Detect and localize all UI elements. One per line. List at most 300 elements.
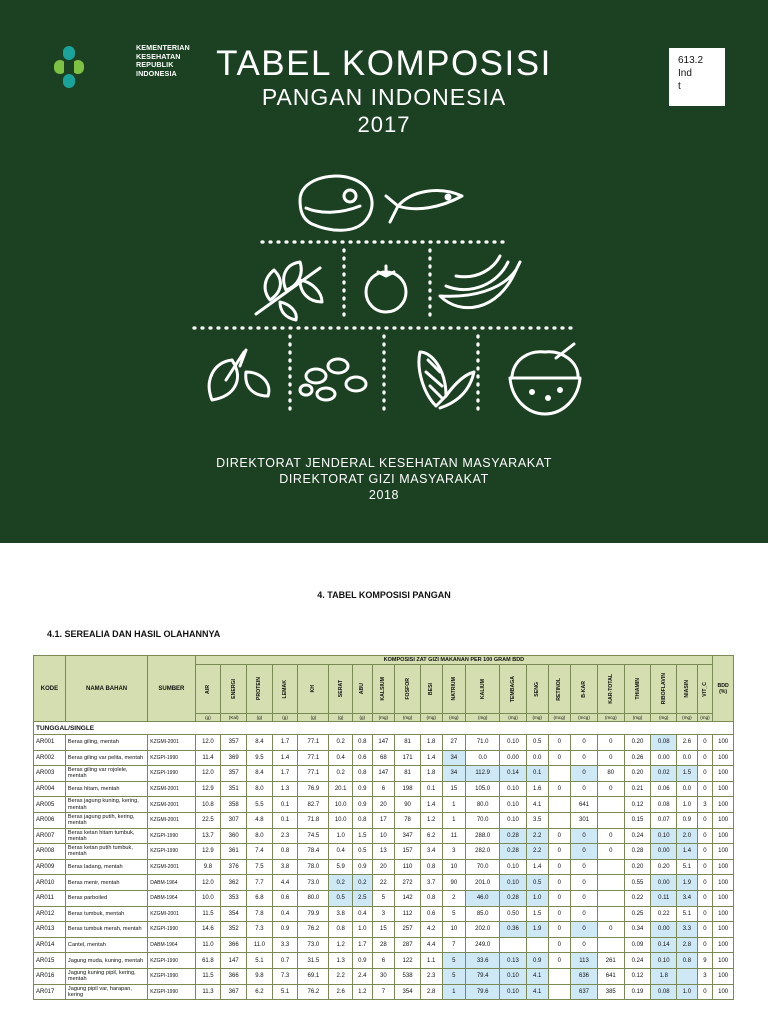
nutrient-value: 2.6: [677, 735, 698, 751]
fish-icon: [386, 191, 462, 222]
nutrient-value: 0.08: [651, 984, 677, 1000]
nutrient-value: 0.8: [677, 953, 698, 969]
data-source: DABM-1964: [148, 937, 195, 953]
nutrient-value: 2: [442, 890, 466, 906]
data-source: KZGPI-1990: [148, 828, 195, 844]
nutrient-value: 1.2: [420, 812, 442, 828]
food-code: AR014: [34, 937, 66, 953]
nutrient-value: 122: [395, 953, 421, 969]
nutrient-value: 0.50: [500, 906, 527, 922]
table-row: [34, 922, 734, 938]
nutrient-value: 100: [713, 766, 734, 782]
nutrient-value: 1.4: [272, 750, 298, 766]
nutrient-value: 366: [221, 968, 247, 984]
nutrient-value: [597, 797, 624, 813]
nutrient-value: 100: [713, 922, 734, 938]
nutrient-value: 8.0: [247, 781, 273, 797]
nutrient-value: 76.2: [298, 922, 329, 938]
nutrient-header: [500, 665, 527, 714]
nutrient-value: 0.08: [651, 735, 677, 751]
nutrient-header: [298, 665, 329, 714]
nutrient-header: [651, 665, 677, 714]
nutrient-value: 6.2: [247, 984, 273, 1000]
nutrient-value: 34: [442, 766, 466, 782]
nutrient-value: 0: [697, 875, 713, 891]
composition-header: KOMPOSISI ZAT GIZI MAKANAN PER 100 GRAM BDD: [195, 656, 713, 665]
nutrient-value: 0.5: [353, 844, 373, 860]
nutrient-header-label: FOSFOR: [404, 678, 411, 700]
food-name: Beras tumbuk merah, mentah: [65, 922, 147, 938]
nutrient-value: 1.8: [651, 968, 677, 984]
nutrient-value: 3.5: [526, 812, 548, 828]
data-source: KZGPI-1990: [148, 844, 195, 860]
nutrient-value: 538: [395, 968, 421, 984]
nutrient-value: 3: [697, 968, 713, 984]
nutrient-value: 82.7: [298, 797, 329, 813]
nutrient-header: [329, 665, 353, 714]
nutrient-header-label: VIT_C: [701, 681, 708, 697]
banana-icon: [440, 256, 520, 308]
nutrient-value: 0: [571, 859, 598, 875]
nutrient-header-label: RETINOL: [556, 677, 563, 701]
nutrient-value: 100: [713, 890, 734, 906]
nutrient-value: 7.5: [247, 859, 273, 875]
nutrient-value: 112.9: [466, 766, 500, 782]
nutrient-value: 0.11: [651, 890, 677, 906]
nutrient-value: 2.8: [677, 937, 698, 953]
tomato-icon: [366, 266, 406, 312]
call-number-line: 613.2: [678, 55, 704, 66]
nutrient-value: 0.2: [329, 735, 353, 751]
data-source: KZGMI-2001: [148, 797, 195, 813]
food-name: Beras jagung putih, kering, mentah: [65, 812, 147, 828]
table-row: [34, 968, 734, 984]
call-number-label: [669, 48, 725, 106]
food-name: Jagung kuning pipil, kering, mentah: [65, 968, 147, 984]
nutrient-value: 0.34: [624, 922, 651, 938]
nutrient-value: 0.10: [500, 984, 527, 1000]
ministry-name-line: INDONESIA: [136, 68, 177, 78]
nutrient-value: 100: [713, 781, 734, 797]
unit-cell: (mg): [466, 714, 500, 722]
unit-cell: (g): [353, 714, 373, 722]
directorate: DIREKTORAT GIZI MASYARAKAT: [279, 472, 489, 486]
table-row: [34, 953, 734, 969]
nutrient-value: 61.8: [195, 953, 221, 969]
nutrient-header-label: KH: [310, 685, 317, 693]
nutrient-header-label: LEMAK: [282, 679, 289, 699]
nutrient-value: 0: [697, 844, 713, 860]
nutrient-value: 31.5: [298, 953, 329, 969]
nutrient-value: 5.1: [677, 859, 698, 875]
nutrient-value: 0.8: [420, 859, 442, 875]
nutrient-value: 0: [548, 922, 571, 938]
nutrient-value: [597, 906, 624, 922]
data-source: KZGPI-1990: [148, 750, 195, 766]
nutrient-value: 76.9: [298, 781, 329, 797]
nutrient-value: 90: [442, 875, 466, 891]
nutrient-value: 100: [713, 812, 734, 828]
nutrient-value: 0.28: [500, 828, 527, 844]
nutrient-header: [442, 665, 466, 714]
nutrient-value: 0: [697, 922, 713, 938]
nutrient-header-label: NATRIUM: [450, 677, 457, 701]
nutrient-value: 100: [713, 937, 734, 953]
table-row: [34, 875, 734, 891]
nutrient-value: 3: [442, 844, 466, 860]
nutrient-value: [548, 968, 571, 984]
nutrient-value: 2.2: [526, 844, 548, 860]
nutrient-value: 4.1: [526, 797, 548, 813]
nutrient-value: 0.5: [526, 735, 548, 751]
nutrient-value: 11: [442, 828, 466, 844]
table-row: [34, 844, 734, 860]
food-name: Cantel, mentah: [65, 937, 147, 953]
nutrient-value: 76.2: [298, 984, 329, 1000]
nutrient-value: 80.0: [298, 890, 329, 906]
nutrient-value: 0: [697, 781, 713, 797]
nutrient-value: 0.0: [466, 750, 500, 766]
food-name: Beras hitam, mentah: [65, 781, 147, 797]
call-number-line: t: [678, 81, 681, 92]
nutrient-value: 0.24: [624, 953, 651, 969]
nutrient-value: 1.8: [420, 766, 442, 782]
unit-cell: (mcg): [571, 714, 598, 722]
nutrient-value: 71.8: [298, 812, 329, 828]
nutrient-value: 0.6: [420, 906, 442, 922]
nutrient-value: 2.6: [329, 984, 353, 1000]
nutrient-value: 0.00: [651, 875, 677, 891]
nutrient-value: 641: [571, 797, 598, 813]
section-title: 4. TABEL KOMPOSISI PANGAN: [317, 590, 451, 600]
nutrient-value: 0.4: [329, 750, 353, 766]
nutrient-value: 0: [697, 859, 713, 875]
nutrient-value: [677, 968, 698, 984]
nutrient-header: [677, 665, 698, 714]
unit-cell: (mg): [500, 714, 527, 722]
data-source: KZGMI-2001: [148, 781, 195, 797]
data-source: KZGPI-1990: [148, 766, 195, 782]
nutrient-value: 0.10: [500, 735, 527, 751]
nutrient-value: 6: [372, 781, 395, 797]
nutrient-value: 0: [697, 906, 713, 922]
nutrient-value: 0.6: [353, 750, 373, 766]
nutrient-value: 70.0: [466, 859, 500, 875]
cover-subtitle: PANGAN INDONESIA: [261, 84, 507, 110]
food-name: Beras giling var rojolele, mentah: [65, 766, 147, 782]
nutrient-value: 20.1: [329, 781, 353, 797]
nutrient-value: 12.9: [195, 781, 221, 797]
food-code: AR012: [34, 906, 66, 922]
nutrient-value: 201.0: [466, 875, 500, 891]
nutrient-value: 0.10: [500, 859, 527, 875]
table-row: [34, 735, 734, 751]
data-source: KZGMI-2001: [148, 859, 195, 875]
nutrient-value: 376: [221, 859, 247, 875]
nutrient-header: [221, 665, 247, 714]
nutrient-value: 12.9: [195, 844, 221, 860]
nutrient-value: 0.06: [651, 781, 677, 797]
nutrient-value: 2.2: [329, 968, 353, 984]
nutrient-value: 0: [571, 844, 598, 860]
nutrient-value: 10: [442, 922, 466, 938]
nutrient-value: 288.0: [466, 828, 500, 844]
nutrient-header-label: NIASIN: [683, 680, 690, 698]
nutrient-value: 100: [713, 735, 734, 751]
nutrient-value: 73.0: [298, 875, 329, 891]
nutrient-value: 198: [395, 781, 421, 797]
nutrient-value: 11.4: [195, 750, 221, 766]
nutrient-value: 10.8: [195, 797, 221, 813]
nutrient-value: 0.8: [353, 766, 373, 782]
nutrient-value: 0: [697, 890, 713, 906]
nutrient-value: 1.8: [420, 735, 442, 751]
nutrient-value: 0.20: [624, 735, 651, 751]
nutrient-value: 0: [697, 750, 713, 766]
nutrient-value: 11.5: [195, 906, 221, 922]
nutrient-value: 100: [713, 953, 734, 969]
data-source: DABM-1964: [148, 890, 195, 906]
unit-cell: (mg): [651, 714, 677, 722]
nutrient-value: 1.3: [272, 781, 298, 797]
nutrient-value: 0: [597, 750, 624, 766]
food-code: AR016: [34, 968, 66, 984]
nutrient-value: 353: [221, 890, 247, 906]
nutrient-value: 0: [548, 890, 571, 906]
nutrient-value: 0.4: [329, 844, 353, 860]
nutrient-value: 12.0: [195, 875, 221, 891]
nutrient-value: 0.6: [272, 890, 298, 906]
food-code: AR007: [34, 828, 66, 844]
nutrient-value: 257: [395, 922, 421, 938]
nutrient-value: [597, 937, 624, 953]
unit-cell: (Kal): [221, 714, 247, 722]
food-code: AR010: [34, 875, 66, 891]
nutrient-value: 0.8: [272, 844, 298, 860]
nutrient-value: 0.10: [500, 797, 527, 813]
nutrient-value: 0.9: [526, 953, 548, 969]
nutrient-value: [597, 859, 624, 875]
nutrient-value: 0: [571, 750, 598, 766]
col-sumber: SUMBER: [148, 656, 195, 722]
food-code: AR015: [34, 953, 66, 969]
nutrient-header: [395, 665, 421, 714]
nutrient-value: 0: [571, 766, 598, 782]
nutrient-value: 74.5: [298, 828, 329, 844]
nutrient-value: 12.0: [195, 735, 221, 751]
nutrient-value: 79.6: [466, 984, 500, 1000]
nutrient-value: 0: [548, 937, 571, 953]
nutrient-value: 1.9: [677, 875, 698, 891]
nutrient-value: 0: [571, 875, 598, 891]
food-code: AR006: [34, 812, 66, 828]
nutrient-value: 7.3: [272, 968, 298, 984]
nutrient-value: 3.8: [272, 859, 298, 875]
subsection-title: 4.1. SEREALIA DAN HASIL OLAHANNYA: [47, 629, 221, 639]
nutrient-value: 0.1: [272, 797, 298, 813]
nutrient-value: 9.8: [195, 859, 221, 875]
nutrient-value: 0.0: [526, 750, 548, 766]
nutrient-value: 8.4: [247, 766, 273, 782]
nutrient-value: 8.0: [247, 828, 273, 844]
nutrient-value: 0.9: [272, 922, 298, 938]
nutrient-value: 354: [395, 984, 421, 1000]
nutrient-value: 1.0: [677, 797, 698, 813]
nutrient-value: 10.0: [329, 797, 353, 813]
nutrient-value: 5.1: [247, 953, 273, 969]
nutrient-header-label: BESI: [428, 682, 435, 696]
food-name: Beras tumbuk, mentah: [65, 906, 147, 922]
table-row: [34, 984, 734, 1000]
nutrient-value: 0: [571, 781, 598, 797]
nutrient-value: 85.0: [466, 906, 500, 922]
nutrient-value: 11.0: [195, 937, 221, 953]
data-source: KZGPI-1990: [148, 953, 195, 969]
food-code: AR001: [34, 735, 66, 751]
data-source: KZGMI-2001: [148, 735, 195, 751]
group-label: TUNGGAL/SINGLE: [34, 722, 734, 735]
nutrient-value: 4.8: [247, 812, 273, 828]
nutrient-value: 78.4: [298, 844, 329, 860]
nutrient-header-label: THIAMIN: [634, 678, 641, 700]
nutrient-value: 361: [221, 844, 247, 860]
nutrient-value: 100: [713, 968, 734, 984]
nutrient-value: 0.8: [420, 890, 442, 906]
unit-cell: (mg): [372, 714, 395, 722]
nutrient-value: 0: [548, 875, 571, 891]
nutrient-value: 73.0: [298, 937, 329, 953]
unit-cell: (mg): [395, 714, 421, 722]
nutrient-value: 100: [713, 984, 734, 1000]
nutrient-value: 0: [597, 828, 624, 844]
nutrient-value: 78: [395, 812, 421, 828]
food-code: AR002: [34, 750, 66, 766]
nutrient-value: 351: [221, 781, 247, 797]
unit-cell: (mg): [677, 714, 698, 722]
col-kode: KODE: [34, 656, 66, 722]
nutrient-value: 0: [571, 890, 598, 906]
nutrient-header: [195, 665, 221, 714]
nutrient-value: 362: [221, 875, 247, 891]
nutrient-value: 1.6: [526, 781, 548, 797]
nutrient-value: 360: [221, 828, 247, 844]
cover-title: TABEL KOMPOSISI: [216, 44, 552, 83]
nutrient-value: 105.0: [466, 781, 500, 797]
nutrient-value: 0: [697, 937, 713, 953]
nutrient-header: [420, 665, 442, 714]
nutrient-value: 0: [697, 984, 713, 1000]
nutrient-value: 301: [571, 812, 598, 828]
cassava-icon: [209, 350, 269, 400]
data-source: KZGPI-1990: [148, 922, 195, 938]
nutrient-value: [500, 937, 527, 953]
nutrient-value: 5.9: [329, 859, 353, 875]
nutrient-value: 0: [548, 828, 571, 844]
nutrient-value: 20: [372, 797, 395, 813]
nutrient-value: 147: [372, 735, 395, 751]
nutrient-value: [597, 890, 624, 906]
nutrient-value: 0.9: [353, 953, 373, 969]
nutrient-value: 249.0: [466, 937, 500, 953]
nutrient-value: 0: [571, 937, 598, 953]
nutrient-value: 0.2: [329, 766, 353, 782]
nutrient-header-label: SERAT: [337, 680, 344, 698]
nutrient-value: 0.20: [624, 766, 651, 782]
table-row: [34, 937, 734, 953]
nutrient-value: 0.10: [651, 953, 677, 969]
nutrient-value: 3.4: [677, 890, 698, 906]
nutrient-value: 352: [221, 922, 247, 938]
nutrient-value: 0.00: [500, 750, 527, 766]
nutrient-value: 142: [395, 890, 421, 906]
nutrient-value: 0.24: [624, 828, 651, 844]
rice-bowl-icon: [510, 344, 580, 414]
food-code: AR004: [34, 781, 66, 797]
nutrient-value: 307: [221, 812, 247, 828]
nutrient-value: 1.5: [526, 906, 548, 922]
unit-cell: (mg): [624, 714, 651, 722]
nutrient-value: 15: [372, 922, 395, 938]
nutrient-value: 0.10: [500, 781, 527, 797]
nutrient-value: 11.3: [195, 984, 221, 1000]
nutrient-value: 0.08: [651, 797, 677, 813]
unit-cell: (mg): [420, 714, 442, 722]
nutrient-header-label: KALSIUM: [380, 677, 387, 701]
nutrient-value: 0.13: [500, 953, 527, 969]
ministry-name-line: REPUBLIK: [136, 60, 174, 70]
nutrient-value: 636: [571, 968, 598, 984]
nutrient-header: [571, 665, 598, 714]
nutrient-value: 0: [571, 735, 598, 751]
nutrient-value: 0.9: [353, 859, 373, 875]
nutrient-value: 5: [372, 890, 395, 906]
nutrient-value: 0.2: [353, 875, 373, 891]
nutrient-value: [548, 984, 571, 1000]
nutrient-value: 34: [442, 750, 466, 766]
nutrient-value: 0.12: [624, 968, 651, 984]
nutrient-value: 1: [442, 984, 466, 1000]
nutrient-value: 0.36: [500, 922, 527, 938]
nutrient-value: 0.1: [272, 812, 298, 828]
nutrient-value: 0.4: [353, 906, 373, 922]
nutrient-value: 3.8: [329, 906, 353, 922]
nutrient-value: 33.6: [466, 953, 500, 969]
nutrient-value: 0: [597, 735, 624, 751]
nutrient-value: 4.4: [272, 875, 298, 891]
nutrient-value: 2.3: [420, 968, 442, 984]
nutrient-value: 7.8: [247, 906, 273, 922]
nutrient-value: 11.5: [195, 968, 221, 984]
nutrient-value: 100: [713, 750, 734, 766]
nutrient-value: [548, 797, 571, 813]
food-name: Beras giling var pelita, mentah: [65, 750, 147, 766]
nutrient-value: 0.10: [500, 812, 527, 828]
nutrient-value: 3.7: [420, 875, 442, 891]
table-row: [34, 812, 734, 828]
nutrient-value: [597, 812, 624, 828]
ministry-name-line: KESEHATAN: [136, 51, 181, 61]
nutrient-value: 0.09: [624, 937, 651, 953]
nutrient-header: [526, 665, 548, 714]
nutrient-value: 0.28: [500, 844, 527, 860]
nutrient-value: 22.5: [195, 812, 221, 828]
nutrient-value: 68: [372, 750, 395, 766]
nutrient-value: 4.4: [420, 937, 442, 953]
col-nama-bahan: NAMA BAHAN: [65, 656, 147, 722]
food-code: AR013: [34, 922, 66, 938]
nutrient-header: [548, 665, 571, 714]
unit-cell: (g): [272, 714, 298, 722]
